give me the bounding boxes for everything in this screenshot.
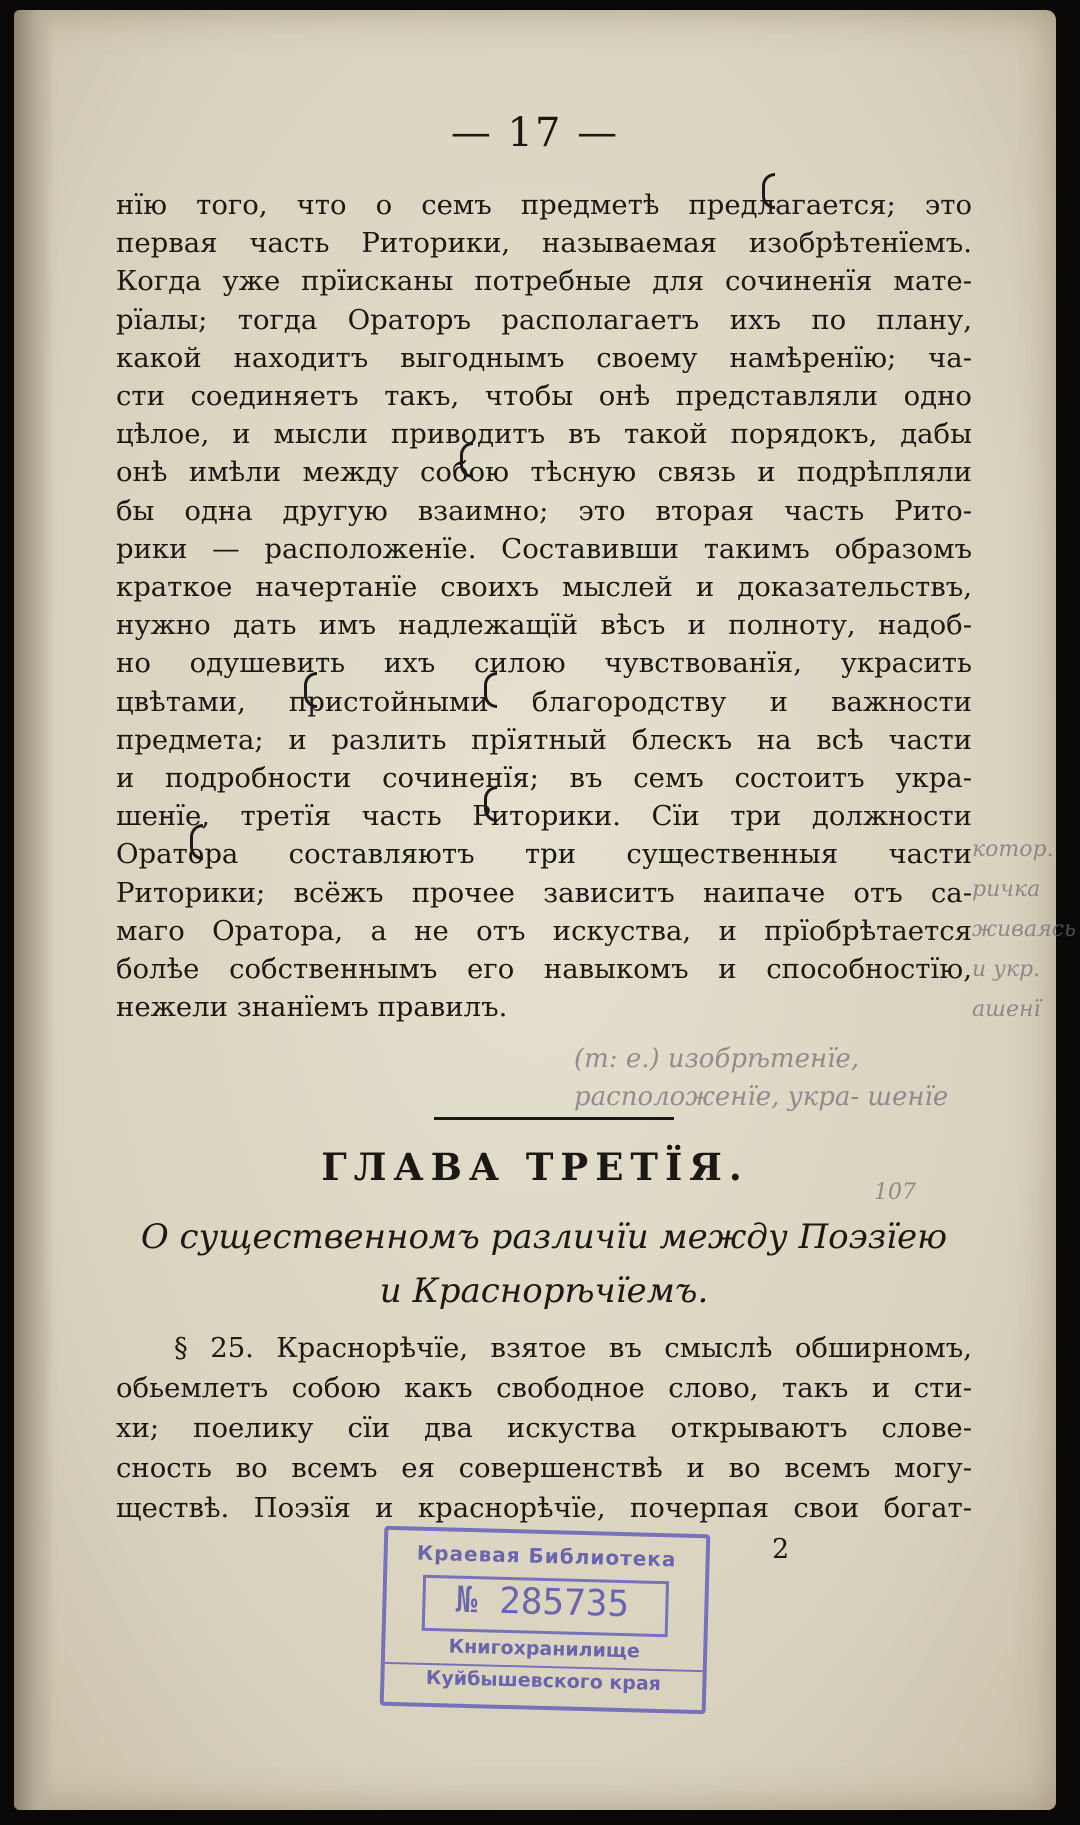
pencil-bracket-mark [762,173,775,209]
text-line: какой находитъ выгоднымъ своему намѣренїю; ча- [116,341,972,374]
text-line: нїю того, что о семъ предметѣ предлагается; это [116,189,972,221]
text-line: болѣе собственнымъ его навыкомъ и способностїю, [116,953,972,986]
section-divider [434,1117,674,1120]
text-line: рїалы; тогда Ораторъ располагаетъ ихъ по плану, [116,303,972,336]
pencil-bracket-mark [460,442,473,478]
text-line: § 25. Краснорѣчїе, взятое въ смыслѣ обширномъ, [174,1332,972,1364]
stamp-top-text: Краевая Библиотека [416,1540,677,1572]
text-line: цѣлое, и мысли приводитъ въ такой порядокъ, дабы [116,418,972,451]
text-line: бы одна другую взаимно; это вторая часть Рито- [116,494,972,527]
text-line: обьемлетъ собою какъ свободное слово, такъ и сти- [116,1372,972,1404]
page-spine-shadow [14,10,54,1810]
stamp-middle-text: Книгохранилище [448,1635,641,1663]
page-number: — 17 — [450,110,620,156]
text-line: но одушевить ихъ силою чувствованїя, украсить [116,647,972,680]
text-line: первая часть Риторики, называемая изобрѣтенїемъ. [116,227,972,260]
chapter-title: ГЛАВА ТРЕТЇЯ. [321,1145,749,1189]
text-line: онѣ имѣли между собою тѣсную связь и подрѣпляли [116,456,972,489]
handwritten-margin-note: котор. ричка живаясь и укр. ашенї [972,837,1076,1022]
book-page [14,10,1076,1810]
stamp-number: № 285735 [455,1579,630,1626]
pencil-bracket-mark [190,824,203,860]
text-line: сность во всемъ ея совершенствѣ и во всемъ могу- [116,1452,972,1484]
chapter-subtitle-line: и Краснорѣчїемъ. [379,1271,709,1311]
text-line: Оратора составляютъ три существенныя части [116,838,972,871]
stamp-bottom-text: Куйбышевского края [425,1666,662,1696]
text-line: цвѣтами, пристойными благородству и важности [116,685,972,718]
chapter-subtitle [134,1210,954,1318]
body-text [116,186,972,1026]
text-line: сти соединяетъ такъ, чтобы онѣ представляли одно [116,380,972,413]
text-line: нужно дать имъ надлежащїй вѣсъ и полноту, надоб- [116,609,972,642]
text-line: нежели знанїемъ правилъ. [116,991,508,1024]
text-line: шенїе, третїя часть Риторики. Сїи три должности [116,800,972,833]
text-line: Когда уже прїисканы потребные для сочиненїя мате- [116,265,972,298]
text-line: хи; поелику сїи два искуства открываютъ слове- [116,1412,972,1444]
text-line: маго Оратора, а не отъ искуства, и прїобрѣтается [116,914,972,947]
text-line: и подробности сочиненїя; въ семъ состоитъ укра- [116,762,972,795]
chapter-subtitle-line: О существенномъ различїи между Поэзїею [140,1217,948,1257]
library-stamp [380,1526,711,1714]
section-text [116,1328,972,1528]
text-line: краткое начертанїе своихъ мыслей и доказательствъ, [116,571,972,604]
handwritten-note: (т: е.) изобрѣтенїе, расположенїе, укра- шенїе [574,1044,949,1112]
text-line: предмета; и разлить прїятный блескъ на всѣ части [116,723,972,756]
signature-mark: 2 [772,1534,790,1565]
text-line: ществѣ. Поэзїя и краснорѣчїе, почерпая свои богат- [116,1492,972,1524]
handwritten-number: 107 [874,1180,916,1205]
text-line: рики — расположенїе. Составивши такимъ образомъ [116,532,972,565]
text-line: Риторики; всёжъ прочее зависитъ наипаче отъ са- [116,876,972,909]
pencil-bracket-mark [304,672,317,708]
pencil-bracket-mark [484,672,497,708]
pencil-bracket-mark [484,786,497,822]
